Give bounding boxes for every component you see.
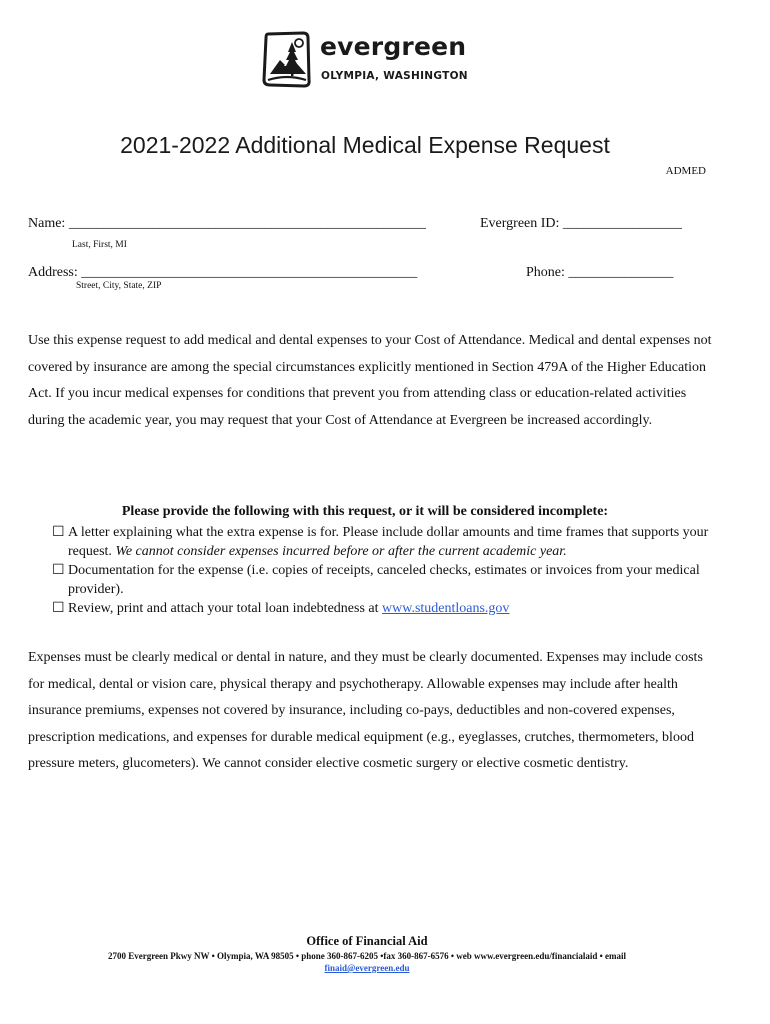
intro-paragraph: Use this expense request to add medical and dental expenses to your Cost of Attendance. Medical and dental expenses not covered by insurance are among the special circumstances explicitly mentioned in Section 479A of the Higher Education Act. If you incur medical expenses for conditions that prevent you from attending class or education-related activities during the academic year, you may request that your Cost of Attendance at Evergreen be increased accordingly. [28,333,712,428]
requirement-text: Documentation for the expense (i.e. copies of receipts, canceled checks, estimates or invoices from your medical provider). [68,563,700,597]
footer-office: Office of Financial Aid [306,934,428,948]
requirements-heading: Please provide the following with this request, or it will be considered incomplete: [121,504,609,519]
requirement-emphasis: We cannot consider expenses incurred before or after the current academic year. [115,544,567,559]
evergreen-id-field[interactable]: Evergreen ID: _________________ [480,216,682,231]
phone-field[interactable]: Phone: _______________ [526,265,674,280]
footer-email-link[interactable] [0,963,734,973]
checkbox-icon[interactable]: ☐ [52,525,65,540]
studentloans-link[interactable]: www.studentloans.gov [382,601,510,616]
checkbox-icon[interactable]: ☐ [52,563,65,578]
checkbox-icon[interactable]: ☐ [52,601,65,616]
email-link[interactable]: finaid@evergreen.edu [324,963,410,973]
expenses-paragraph: Expenses must be clearly medical or dental in nature, and they must be clearly documented. Expenses may include costs for medical, dental or vision care, physical therapy and psychotherapy. Allowable expenses may include after health insurance premiums, expenses not covered by insurance, including co-pays, deductibles and non-covered expenses, prescription medications, and expenses for durable medical equipment (e.g., eyeglasses, crutches, thermometers, blood pressure meters, glucometers). We cannot consider elective cosmetic surgery or elective cosmetic dentistry. [28,650,703,771]
footer-contact: 2700 Evergreen Pkwy NW • Olympia, WA 98505 • phone 360-867-6205 •fax 360-867-6576 • web www.evergreen.edu/financialaid • email [107,951,627,961]
requirements-list [52,523,722,618]
evergreen-logo [262,30,482,90]
logo-name: evergreen [320,32,467,61]
name-field[interactable]: Name: ___________________________________________________ [28,216,426,231]
page-title: 2021-2022 Additional Medical Expense Request [120,132,610,158]
requirement-item-documentation [52,561,722,599]
requirement-item-letter [52,523,722,561]
form-code: ADMED [665,165,706,177]
name-field-hint: Last, First, MI [72,240,127,250]
requirement-text: A letter explaining what the extra expense is for. Please include dollar amounts and time frames that supports your request. [68,525,709,559]
requirement-item-loan [52,599,722,618]
evergreen-tree-mountain-logo-icon [262,30,312,88]
logo-subtitle: OLYMPIA, WASHINGTON [321,70,468,82]
address-field[interactable]: Address: ________________________________________________ [28,265,418,280]
requirement-text: Review, print and attach your total loan indebtedness at [68,601,379,616]
address-field-hint: Street, City, State, ZIP [76,281,162,291]
